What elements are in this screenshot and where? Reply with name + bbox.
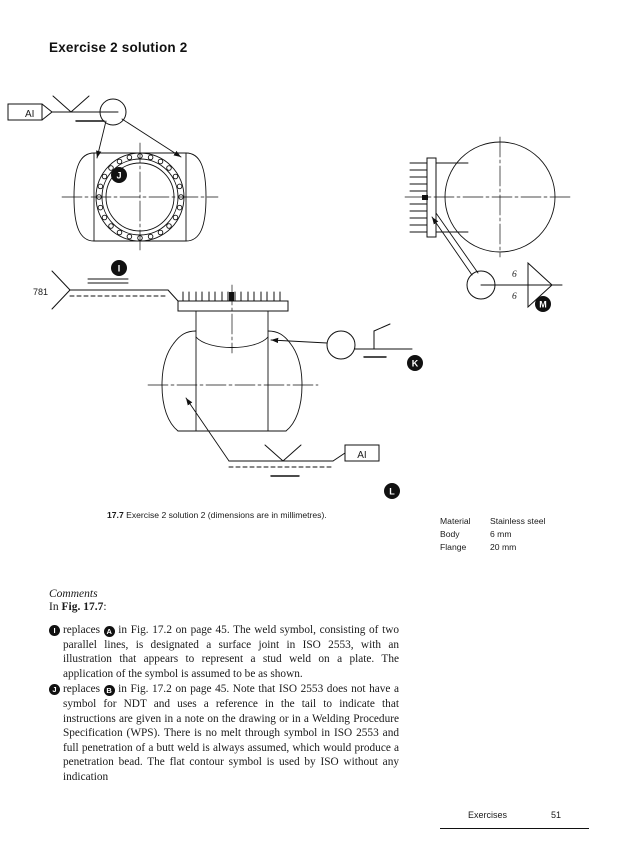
comments-subtitle-prefix: In xyxy=(49,601,62,613)
comments-title: Comments xyxy=(49,588,98,600)
spec-row-body xyxy=(440,528,545,541)
svg-text:J: J xyxy=(116,170,122,181)
comment-item-i xyxy=(49,623,399,681)
fillet-size-lower: 6 xyxy=(512,292,517,302)
comments-subtitle-suffix: : xyxy=(103,601,107,613)
page-title: Exercise 2 solution 2 xyxy=(49,40,188,55)
marker-m xyxy=(535,296,551,312)
comment-text-before: replaces xyxy=(63,683,101,696)
svg-text:K: K xyxy=(411,358,419,369)
weld-tail-label-ndt: 781 xyxy=(33,287,49,297)
stud-plate xyxy=(178,292,288,311)
material-spec-block xyxy=(440,515,545,554)
figure-number: 17.7 xyxy=(107,510,124,520)
marker-k xyxy=(407,355,423,371)
weld-symbol-k xyxy=(355,324,412,357)
svg-text:I: I xyxy=(117,263,121,274)
footer-divider xyxy=(440,828,589,829)
spec-row-material xyxy=(440,515,545,528)
weld-tail-label-top: AI xyxy=(25,109,35,120)
marker-i xyxy=(111,260,127,276)
spec-key: Body xyxy=(440,529,460,539)
comment-item-j xyxy=(49,682,399,784)
weld-symbol-bottom xyxy=(186,398,379,476)
engineering-drawing-svg xyxy=(0,85,638,535)
comment-reference-marker-icon: A xyxy=(104,626,115,637)
comments-subtitle xyxy=(49,601,399,613)
vessel-front-view xyxy=(62,143,218,253)
comment-marker-icon: J xyxy=(49,684,60,695)
vessel-side-view xyxy=(148,285,318,431)
page-number: 51 xyxy=(551,810,562,820)
marker-l xyxy=(384,483,400,499)
figure-caption xyxy=(107,510,327,520)
vessel-end-view xyxy=(405,137,572,257)
drawing-markers xyxy=(111,167,551,499)
spec-value: 20 mm xyxy=(490,542,517,552)
detail-bubble-k xyxy=(327,331,355,359)
weld-tail-label-bottom: AI xyxy=(357,450,367,461)
comments-section xyxy=(49,588,399,786)
comment-marker-icon: I xyxy=(49,625,60,636)
spec-value: 6 mm xyxy=(490,529,512,539)
comment-text-before: replaces xyxy=(63,624,101,636)
weld-symbol-ndt xyxy=(52,271,178,309)
comment-text-after: in Fig. 17.2 on page 45. The weld symbol, consisting of two parallel lines, is designated a surface joint in ISO 2553, with an illustration that appears to represent a stud weld on a plate. The application of the symbol is assumed to be as shown. xyxy=(63,624,400,680)
spec-key: Material xyxy=(440,516,471,526)
fillet-size-upper: 6 xyxy=(512,270,517,280)
comment-reference-marker-icon: B xyxy=(104,685,115,696)
marker-j xyxy=(111,167,127,183)
figure-caption-text: Exercise 2 solution 2 (dimensions are in millimetres). xyxy=(126,510,327,520)
footer-section-label: Exercises xyxy=(468,810,508,820)
comment-text-after: in Fig. 17.2 on page 45. Note that ISO 2553 does not have a symbol for NDT and uses a reference in the tail to indicate that instructions are given in a note on the drawing or in a Welding Procedure Specification (WPS). There is no melt through symbol in ISO 2553 and full penetration of a butt weld is always assumed, which would produce a penetration bead. The flat contour symbol is used by ISO without any indication xyxy=(63,683,399,783)
spec-key: Flange xyxy=(440,542,467,552)
spec-value: Stainless steel xyxy=(490,516,546,526)
svg-text:M: M xyxy=(539,299,547,310)
technical-figure xyxy=(0,85,638,552)
spec-row-flange xyxy=(440,541,545,554)
comments-subtitle-figure-ref: Fig. 17.7 xyxy=(61,601,104,613)
svg-text:L: L xyxy=(389,486,395,497)
